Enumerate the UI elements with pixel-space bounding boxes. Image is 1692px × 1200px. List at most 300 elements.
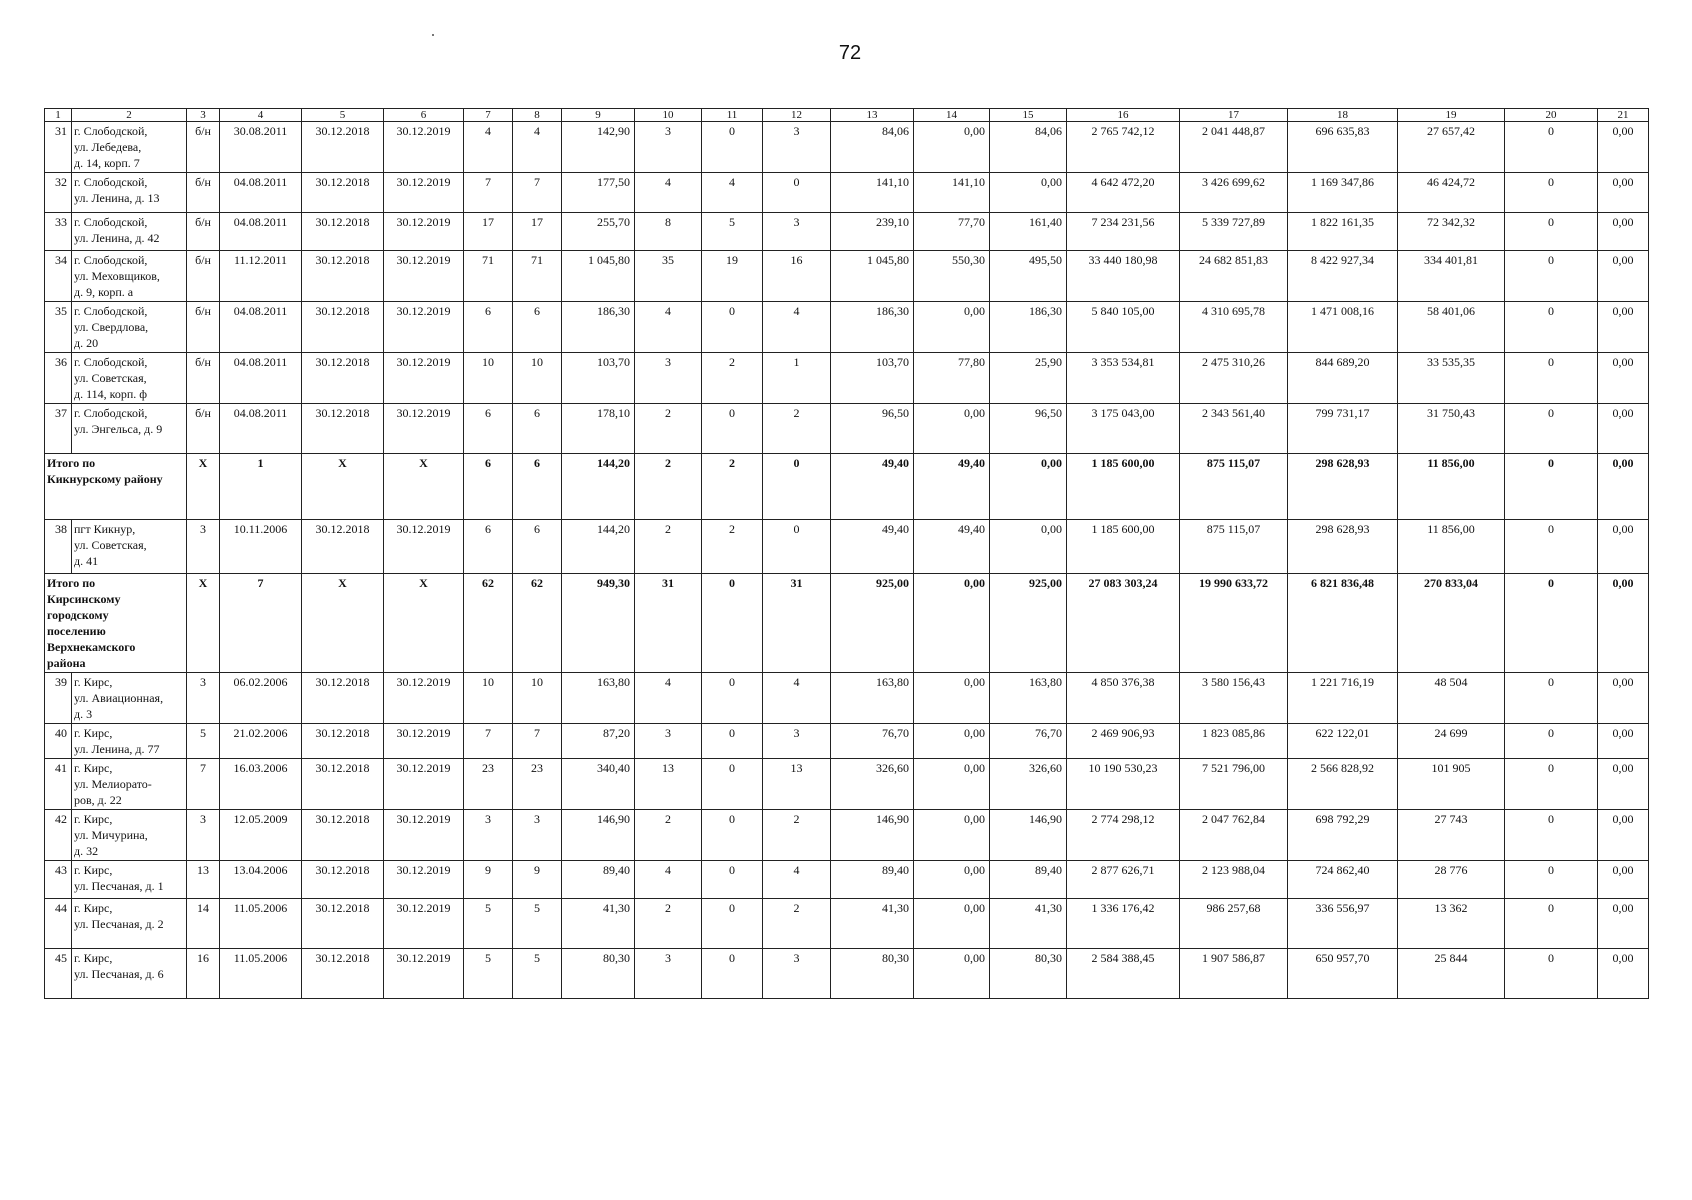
column-number: 19 xyxy=(1398,109,1505,122)
column-number: 1 xyxy=(45,109,72,122)
column-number: 14 xyxy=(914,109,990,122)
value-cell: 33 440 180,98 xyxy=(1067,251,1180,302)
value-cell: 875 115,07 xyxy=(1180,520,1288,574)
value-cell: 0,00 xyxy=(1598,574,1649,673)
value-cell: б/н xyxy=(187,404,220,454)
value-cell: 340,40 xyxy=(562,759,635,810)
value-cell: 11.12.2011 xyxy=(220,251,302,302)
value-cell: 6 xyxy=(464,404,513,454)
table-row xyxy=(45,251,1649,302)
value-cell: 77,70 xyxy=(914,213,990,251)
value-cell: X xyxy=(302,454,384,520)
column-number: 15 xyxy=(990,109,1067,122)
address-line: д. 9, корп. а xyxy=(74,285,134,299)
value-cell: 27 083 303,24 xyxy=(1067,574,1180,673)
value-cell: 30.12.2018 xyxy=(302,353,384,404)
value-cell: 17 xyxy=(464,213,513,251)
value-cell: X xyxy=(187,574,220,673)
value-cell: 7 xyxy=(513,173,562,213)
value-cell: 3 xyxy=(763,724,831,759)
value-cell: 30.12.2019 xyxy=(384,122,464,173)
value-cell: 0 xyxy=(1505,810,1598,861)
value-cell: 10 xyxy=(464,353,513,404)
value-cell: 2 566 828,92 xyxy=(1288,759,1398,810)
value-cell: 3 xyxy=(635,122,702,173)
subtotal-title-line: поселению xyxy=(47,624,106,638)
value-cell: 3 xyxy=(187,810,220,861)
value-cell: 48 504 xyxy=(1398,673,1505,724)
value-cell: 0 xyxy=(702,122,763,173)
value-cell: 2 123 988,04 xyxy=(1180,861,1288,899)
value-cell: 103,70 xyxy=(562,353,635,404)
value-cell: 0 xyxy=(763,520,831,574)
value-cell: 2 xyxy=(635,810,702,861)
value-cell: X xyxy=(384,454,464,520)
value-cell: 30.12.2019 xyxy=(384,759,464,810)
value-cell: 1 471 008,16 xyxy=(1288,302,1398,353)
value-cell: 0 xyxy=(1505,574,1598,673)
value-cell: 11 856,00 xyxy=(1398,454,1505,520)
value-cell: 255,70 xyxy=(562,213,635,251)
value-cell: 0,00 xyxy=(1598,251,1649,302)
value-cell: 31 xyxy=(635,574,702,673)
value-cell: 1 221 716,19 xyxy=(1288,673,1398,724)
value-cell: 0 xyxy=(1505,302,1598,353)
value-cell: 3 xyxy=(187,520,220,574)
address-line: ул. Меховщиков, xyxy=(74,269,160,283)
address-cell xyxy=(72,861,187,899)
value-cell: б/н xyxy=(187,251,220,302)
value-cell: 58 401,06 xyxy=(1398,302,1505,353)
value-cell: 4 xyxy=(635,861,702,899)
value-cell: 3 xyxy=(763,122,831,173)
value-cell: 13 362 xyxy=(1398,899,1505,949)
value-cell: 7 xyxy=(513,724,562,759)
value-cell: 0 xyxy=(702,574,763,673)
value-cell: 30.12.2018 xyxy=(302,404,384,454)
subtotal-title xyxy=(45,454,187,520)
value-cell: 6 821 836,48 xyxy=(1288,574,1398,673)
value-cell: 04.08.2011 xyxy=(220,302,302,353)
value-cell: 0 xyxy=(1505,724,1598,759)
value-cell: 4 xyxy=(635,673,702,724)
column-number: 8 xyxy=(513,109,562,122)
value-cell: 144,20 xyxy=(562,454,635,520)
value-cell: 0,00 xyxy=(1598,724,1649,759)
value-cell: 80,30 xyxy=(831,949,914,999)
value-cell: 0 xyxy=(702,810,763,861)
value-cell: 0,00 xyxy=(914,810,990,861)
value-cell: б/н xyxy=(187,122,220,173)
value-cell: 141,10 xyxy=(914,173,990,213)
value-cell: 6 xyxy=(464,520,513,574)
address-line: г. Слободской, xyxy=(74,175,148,189)
value-cell: 3 xyxy=(187,673,220,724)
value-cell: 30.12.2018 xyxy=(302,173,384,213)
address-line: ул. Песчаная, д. 2 xyxy=(74,917,164,931)
value-cell: 30.12.2019 xyxy=(384,213,464,251)
value-cell: 0,00 xyxy=(1598,302,1649,353)
value-cell: 71 xyxy=(513,251,562,302)
value-cell: 2 xyxy=(702,454,763,520)
value-cell: 0 xyxy=(1505,673,1598,724)
row-number: 43 xyxy=(45,861,72,899)
value-cell: 8 422 927,34 xyxy=(1288,251,1398,302)
value-cell: 62 xyxy=(513,574,562,673)
value-cell: 0 xyxy=(1505,454,1598,520)
table-row xyxy=(45,673,1649,724)
value-cell: 186,30 xyxy=(990,302,1067,353)
address-line: ул. Ленина, д. 42 xyxy=(74,231,160,245)
value-cell: 30.12.2019 xyxy=(384,353,464,404)
value-cell: 19 xyxy=(702,251,763,302)
value-cell: 875 115,07 xyxy=(1180,454,1288,520)
housing-register-table xyxy=(44,108,1649,999)
value-cell: 30.12.2019 xyxy=(384,673,464,724)
column-number: 16 xyxy=(1067,109,1180,122)
address-line: д. 20 xyxy=(74,336,99,350)
value-cell: 146,90 xyxy=(990,810,1067,861)
value-cell: 30.12.2018 xyxy=(302,520,384,574)
value-cell: 30.12.2019 xyxy=(384,404,464,454)
address-line: ул. Ленина, д. 77 xyxy=(74,742,160,756)
value-cell: 0 xyxy=(702,302,763,353)
value-cell: 10 xyxy=(513,353,562,404)
value-cell: 2 xyxy=(635,404,702,454)
value-cell: 2 xyxy=(763,404,831,454)
column-number: 3 xyxy=(187,109,220,122)
value-cell: 0 xyxy=(1505,173,1598,213)
value-cell: X xyxy=(384,574,464,673)
row-number: 39 xyxy=(45,673,72,724)
value-cell: 41,30 xyxy=(990,899,1067,949)
value-cell: 30.12.2018 xyxy=(302,251,384,302)
value-cell: 0 xyxy=(702,673,763,724)
table-row xyxy=(45,899,1649,949)
value-cell: 11.05.2006 xyxy=(220,949,302,999)
column-numbers-row xyxy=(45,109,1649,122)
value-cell: 0,00 xyxy=(914,574,990,673)
address-line: ул. Лебедева, xyxy=(74,140,142,154)
value-cell: 4 xyxy=(763,673,831,724)
value-cell: 3 xyxy=(464,810,513,861)
value-cell: 41,30 xyxy=(562,899,635,949)
value-cell: 298 628,93 xyxy=(1288,454,1398,520)
value-cell: 0,00 xyxy=(1598,404,1649,454)
address-cell xyxy=(72,759,187,810)
address-line: ул. Песчаная, д. 6 xyxy=(74,967,164,981)
value-cell: 3 xyxy=(763,949,831,999)
value-cell: 336 556,97 xyxy=(1288,899,1398,949)
value-cell: 30.12.2018 xyxy=(302,949,384,999)
value-cell: 0,00 xyxy=(914,122,990,173)
row-number: 36 xyxy=(45,353,72,404)
subtotal-title-line: Кирсинскому xyxy=(47,592,121,606)
value-cell: 0 xyxy=(763,454,831,520)
value-cell: 80,30 xyxy=(562,949,635,999)
value-cell: 103,70 xyxy=(831,353,914,404)
table-row xyxy=(45,759,1649,810)
address-line: г. Кирс, xyxy=(74,675,113,689)
value-cell: 49,40 xyxy=(831,520,914,574)
address-line: г. Кирс, xyxy=(74,951,113,965)
value-cell: 0 xyxy=(1505,899,1598,949)
value-cell: 5 xyxy=(702,213,763,251)
value-cell: 696 635,83 xyxy=(1288,122,1398,173)
address-cell xyxy=(72,899,187,949)
row-number: 40 xyxy=(45,724,72,759)
value-cell: 6 xyxy=(513,454,562,520)
value-cell: 04.08.2011 xyxy=(220,404,302,454)
value-cell: 89,40 xyxy=(562,861,635,899)
value-cell: 1 185 600,00 xyxy=(1067,454,1180,520)
value-cell: 4 850 376,38 xyxy=(1067,673,1180,724)
value-cell: 30.12.2018 xyxy=(302,724,384,759)
row-number: 45 xyxy=(45,949,72,999)
value-cell: 1 823 085,86 xyxy=(1180,724,1288,759)
value-cell: 6 xyxy=(513,404,562,454)
value-cell: 4 310 695,78 xyxy=(1180,302,1288,353)
value-cell: 31 750,43 xyxy=(1398,404,1505,454)
column-number: 17 xyxy=(1180,109,1288,122)
subtotal-title-line: Итого по xyxy=(47,576,96,590)
address-line: д. 114, корп. ф xyxy=(74,387,148,401)
subtotal-title xyxy=(45,574,187,673)
address-line: г. Кирс, xyxy=(74,863,113,877)
value-cell: 2 584 388,45 xyxy=(1067,949,1180,999)
value-cell: 72 342,32 xyxy=(1398,213,1505,251)
value-cell: 0,00 xyxy=(1598,213,1649,251)
value-cell: 4 xyxy=(635,302,702,353)
value-cell: 13 xyxy=(763,759,831,810)
value-cell: 334 401,81 xyxy=(1398,251,1505,302)
value-cell: 96,50 xyxy=(990,404,1067,454)
value-cell: 177,50 xyxy=(562,173,635,213)
value-cell: 925,00 xyxy=(990,574,1067,673)
value-cell: 0 xyxy=(702,724,763,759)
value-cell: 87,20 xyxy=(562,724,635,759)
value-cell: 89,40 xyxy=(831,861,914,899)
value-cell: 30.12.2019 xyxy=(384,724,464,759)
value-cell: 0,00 xyxy=(914,949,990,999)
table-row xyxy=(45,520,1649,574)
value-cell: 11.05.2006 xyxy=(220,899,302,949)
subtotal-title-line: Итого по xyxy=(47,456,96,470)
table-row xyxy=(45,353,1649,404)
value-cell: 1 822 161,35 xyxy=(1288,213,1398,251)
value-cell: 186,30 xyxy=(831,302,914,353)
address-cell xyxy=(72,302,187,353)
value-cell: 77,80 xyxy=(914,353,990,404)
value-cell: 13.04.2006 xyxy=(220,861,302,899)
value-cell: 06.02.2006 xyxy=(220,673,302,724)
value-cell: 298 628,93 xyxy=(1288,520,1398,574)
value-cell: 3 353 534,81 xyxy=(1067,353,1180,404)
value-cell: 7 xyxy=(220,574,302,673)
value-cell: 0,00 xyxy=(1598,122,1649,173)
value-cell: 0,00 xyxy=(1598,949,1649,999)
address-cell xyxy=(72,353,187,404)
value-cell: 21.02.2006 xyxy=(220,724,302,759)
value-cell: 30.12.2019 xyxy=(384,173,464,213)
value-cell: 10.11.2006 xyxy=(220,520,302,574)
subtotal-title-line: района xyxy=(47,656,86,670)
value-cell: 0,00 xyxy=(914,673,990,724)
value-cell: 163,80 xyxy=(990,673,1067,724)
value-cell: 3 xyxy=(763,213,831,251)
value-cell: 0 xyxy=(1505,122,1598,173)
value-cell: 101 905 xyxy=(1398,759,1505,810)
value-cell: 35 xyxy=(635,251,702,302)
value-cell: 0 xyxy=(763,173,831,213)
value-cell: 0,00 xyxy=(1598,353,1649,404)
value-cell: 0,00 xyxy=(1598,520,1649,574)
row-number: 42 xyxy=(45,810,72,861)
value-cell: 141,10 xyxy=(831,173,914,213)
table-row xyxy=(45,861,1649,899)
value-cell: 7 521 796,00 xyxy=(1180,759,1288,810)
address-line: г. Слободской, xyxy=(74,406,148,420)
value-cell: 41,30 xyxy=(831,899,914,949)
column-number: 9 xyxy=(562,109,635,122)
address-line: г. Слободской, xyxy=(74,124,148,138)
value-cell: 30.12.2018 xyxy=(302,861,384,899)
address-line: ул. Свердлова, xyxy=(74,320,149,334)
value-cell: 7 xyxy=(464,724,513,759)
address-line: д. 32 xyxy=(74,844,99,858)
value-cell: 0,00 xyxy=(914,861,990,899)
address-line: ул. Советская, xyxy=(74,538,147,552)
value-cell: 2 469 906,93 xyxy=(1067,724,1180,759)
address-line: г. Слободской, xyxy=(74,253,148,267)
value-cell: 71 xyxy=(464,251,513,302)
value-cell: 0 xyxy=(702,861,763,899)
address-line: ул. Авиационная, xyxy=(74,691,164,705)
value-cell: 49,40 xyxy=(914,520,990,574)
value-cell: 23 xyxy=(464,759,513,810)
value-cell: 3 xyxy=(635,724,702,759)
value-cell: 16.03.2006 xyxy=(220,759,302,810)
value-cell: 30.12.2019 xyxy=(384,949,464,999)
value-cell: 3 580 156,43 xyxy=(1180,673,1288,724)
address-cell xyxy=(72,213,187,251)
row-number: 33 xyxy=(45,213,72,251)
column-number: 18 xyxy=(1288,109,1398,122)
subtotal-title-line: городскому xyxy=(47,608,109,622)
value-cell: 925,00 xyxy=(831,574,914,673)
value-cell: 24 682 851,83 xyxy=(1180,251,1288,302)
value-cell: 1 336 176,42 xyxy=(1067,899,1180,949)
value-cell: 0 xyxy=(1505,949,1598,999)
value-cell: 2 877 626,71 xyxy=(1067,861,1180,899)
value-cell: 0 xyxy=(702,949,763,999)
value-cell: 6 xyxy=(464,454,513,520)
subtotal-title-line: Верхнекамского xyxy=(47,640,136,654)
row-number: 32 xyxy=(45,173,72,213)
column-number: 21 xyxy=(1598,109,1649,122)
value-cell: 724 862,40 xyxy=(1288,861,1398,899)
address-line: пгт Кикнур, xyxy=(74,522,136,536)
value-cell: 844 689,20 xyxy=(1288,353,1398,404)
value-cell: 2 343 561,40 xyxy=(1180,404,1288,454)
column-number: 6 xyxy=(384,109,464,122)
column-number: 11 xyxy=(702,109,763,122)
value-cell: 49,40 xyxy=(914,454,990,520)
value-cell: 5 xyxy=(513,899,562,949)
value-cell: 89,40 xyxy=(990,861,1067,899)
value-cell: 0 xyxy=(702,899,763,949)
value-cell: 8 xyxy=(635,213,702,251)
value-cell: 1 169 347,86 xyxy=(1288,173,1398,213)
row-number: 34 xyxy=(45,251,72,302)
value-cell: 49,40 xyxy=(831,454,914,520)
value-cell: 4 xyxy=(464,122,513,173)
address-cell xyxy=(72,404,187,454)
value-cell: 9 xyxy=(464,861,513,899)
value-cell: 4 xyxy=(513,122,562,173)
value-cell: 0,00 xyxy=(1598,173,1649,213)
value-cell: 2 765 742,12 xyxy=(1067,122,1180,173)
value-cell: 0,00 xyxy=(914,404,990,454)
value-cell: 186,30 xyxy=(562,302,635,353)
address-cell xyxy=(72,673,187,724)
value-cell: 25 844 xyxy=(1398,949,1505,999)
value-cell: 30.12.2018 xyxy=(302,213,384,251)
address-line: д. 14, корп. 7 xyxy=(74,156,140,170)
value-cell: 2 xyxy=(702,520,763,574)
column-number: 10 xyxy=(635,109,702,122)
value-cell: 0,00 xyxy=(1598,861,1649,899)
address-cell xyxy=(72,251,187,302)
row-number: 44 xyxy=(45,899,72,949)
value-cell: 13 xyxy=(635,759,702,810)
value-cell: 04.08.2011 xyxy=(220,353,302,404)
value-cell: 270 833,04 xyxy=(1398,574,1505,673)
value-cell: 3 xyxy=(635,949,702,999)
value-cell: 146,90 xyxy=(562,810,635,861)
value-cell: 19 990 633,72 xyxy=(1180,574,1288,673)
address-cell xyxy=(72,520,187,574)
column-number: 2 xyxy=(72,109,187,122)
table-row xyxy=(45,949,1649,999)
table-row xyxy=(45,302,1649,353)
value-cell: 161,40 xyxy=(990,213,1067,251)
value-cell: 650 957,70 xyxy=(1288,949,1398,999)
value-cell: 2 xyxy=(635,520,702,574)
address-line: д. 41 xyxy=(74,554,99,568)
value-cell: б/н xyxy=(187,353,220,404)
value-cell: 326,60 xyxy=(831,759,914,810)
address-line: г. Слободской, xyxy=(74,304,148,318)
address-line: ул. Мичурина, xyxy=(74,828,148,842)
table-row xyxy=(45,724,1649,759)
subtotal-row xyxy=(45,574,1649,673)
value-cell: 5 339 727,89 xyxy=(1180,213,1288,251)
value-cell: 0,00 xyxy=(1598,673,1649,724)
value-cell: 1 045,80 xyxy=(562,251,635,302)
value-cell: 0,00 xyxy=(914,759,990,810)
value-cell: 27 743 xyxy=(1398,810,1505,861)
address-line: г. Кирс, xyxy=(74,726,113,740)
row-number: 41 xyxy=(45,759,72,810)
value-cell: 30.08.2011 xyxy=(220,122,302,173)
value-cell: 4 xyxy=(763,861,831,899)
value-cell: 0 xyxy=(1505,404,1598,454)
value-cell: 04.08.2011 xyxy=(220,173,302,213)
value-cell: 6 xyxy=(513,520,562,574)
table-row xyxy=(45,122,1649,173)
value-cell: 0,00 xyxy=(914,724,990,759)
